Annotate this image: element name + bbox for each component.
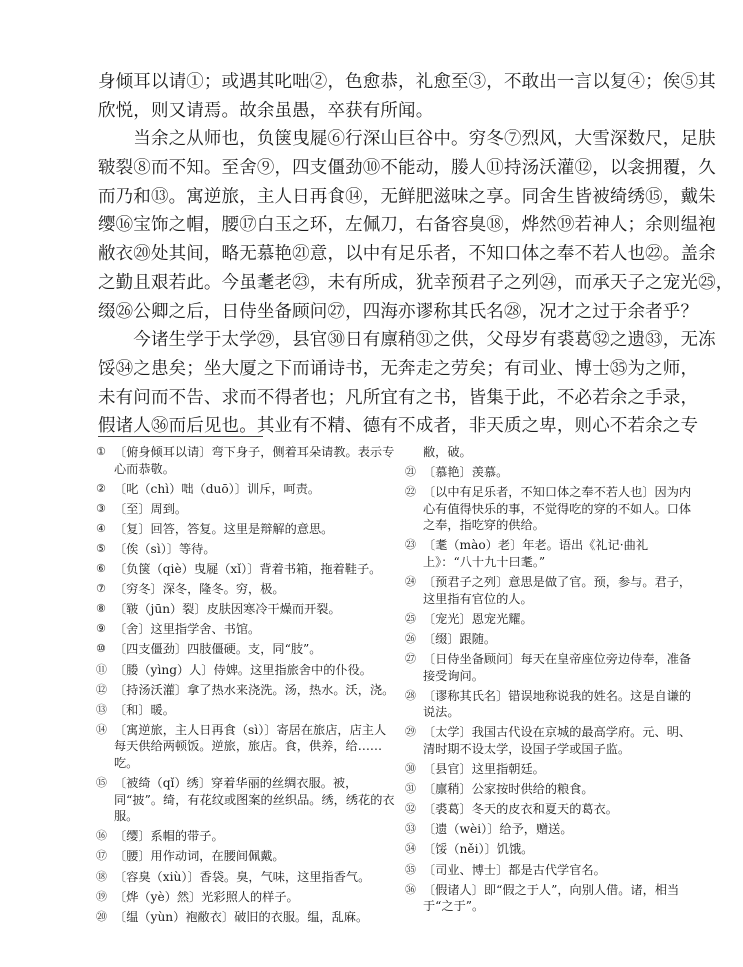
footnote-text: 〔媵（yìng）人〕侍婢。这里指旅舍中的仆役。: [114, 662, 372, 677]
footnote-item: [405, 841, 695, 858]
footnote-item: [405, 862, 695, 879]
text-line: 之勤且艰若此。今虽耄老㉓，未有所成，犹幸预君子之列㉔，而承天子之宠光㉕，: [98, 272, 734, 293]
footnote-text: 〔俟（sì）〕等待。: [114, 541, 216, 556]
footnote-item: [96, 848, 396, 865]
footnote-number: ⑬: [96, 702, 107, 716]
footnote-number: ④: [96, 521, 106, 535]
footnote-number: ⑥: [96, 562, 106, 576]
footnote-text: 〔耄（mào）老〕年老。语出《礼记·曲礼上》：“八十九十曰耄。”: [423, 538, 649, 570]
footnote-number: ㉛: [405, 782, 416, 796]
footnote-item: [405, 444, 695, 461]
footnote-number: ⑤: [96, 541, 106, 555]
footnote-item: [96, 722, 396, 772]
footnote-text: 〔谬称其氏名〕错误地称说我的姓名。这是自谦的说法。: [423, 688, 692, 720]
footnote-number: ⑳: [96, 909, 107, 923]
footnote-text: 〔负箧（qiè）曳屣（xǐ）〕背着书箱，拖着鞋子。: [114, 562, 382, 577]
footnote-item: [96, 541, 396, 558]
footnote-text: 〔日侍坐备顾问〕每天在皇帝座位旁边侍奉，准备接受询问。: [423, 652, 692, 683]
footnote-number: ⑱: [96, 869, 107, 883]
footnote-number: ⑫: [96, 682, 107, 696]
footnote-number: ㉗: [405, 652, 416, 666]
footnote-item: [96, 828, 396, 845]
footnote-text: 〔缨〕系帽的带子。: [114, 829, 224, 844]
footnote-item: [96, 909, 396, 926]
footnote-divider: [98, 436, 263, 437]
footnote-number: [405, 444, 423, 461]
footnote-text: 〔和〕暖。: [114, 702, 175, 717]
footnote-item: [96, 521, 396, 538]
footnote-item: [405, 801, 695, 818]
footnote-text: 〔叱（chì）咄（duō）〕训斥，呵责。: [114, 481, 321, 496]
footnote-text: 〔太学〕我国古代设在京城的最高学府。元、明、清时期不设太学，设国子学或国子监。: [423, 725, 692, 756]
footnote-item: [405, 651, 695, 684]
footnote-number: ⑧: [96, 602, 106, 616]
footnote-text: 〔烨（yè）然〕光彩照人的样子。: [114, 889, 299, 904]
footnote-text: 〔馁（něi）〕饥饿。: [423, 842, 534, 857]
text-line: 缨⑯宝饰之帽，腰⑰白玉之环，左佩刀，右备容臭⑱，烨然⑲若神人；余则缊袍: [98, 215, 716, 236]
footnote-number: ㉒: [405, 485, 416, 499]
footnote-text: 〔容臭（xiù）〕香袋。臭，气味，这里指香气。: [114, 869, 371, 884]
footnote-text: 〔宠光〕恩宠光耀。: [423, 611, 533, 626]
footnote-number: ③: [96, 501, 106, 515]
footnote-text: 〔四支僵劲〕四肢僵硬。支，同“肢”。: [114, 642, 322, 657]
footnote-text: 〔司业、博士〕都是古代学官名。: [423, 862, 606, 877]
footnote-item: [96, 662, 396, 679]
footnote-item: [405, 484, 695, 534]
footnote-item: [96, 641, 396, 658]
footnote-item: [405, 631, 695, 648]
footnote-item: [405, 574, 695, 607]
footnote-number: ⑰: [96, 849, 107, 863]
text-line: 欣悦，则又请焉。故余虽愚，卒获有所闻。: [98, 100, 434, 121]
footnote-item: [96, 621, 396, 638]
footnote-number: ⑯: [96, 829, 107, 843]
footnotes-right-column: [405, 444, 695, 918]
text-line: 假诸人㊱而后见也。其业有不精、德有不成者，非天质之卑，则心不若余之专: [98, 416, 699, 437]
footnote-text: 〔裘葛〕冬天的皮衣和夏天的葛衣。: [423, 802, 618, 817]
footnote-number: ⑭: [96, 722, 107, 736]
footnote-number: ㉑: [405, 465, 416, 479]
footnote-number: ⑲: [96, 889, 107, 903]
footnote-item: [405, 464, 695, 481]
main-text-body: [98, 68, 734, 441]
footnote-text: 敝，破。: [423, 445, 472, 459]
footnote-number: ㉝: [405, 822, 416, 836]
footnote-text: 〔被绮（qǐ）绣〕穿着华丽的丝绸衣服。被，同“披”。绮，有花纹或图案的丝织品。绣，绣花的衣服。: [114, 776, 395, 824]
text-line: 身倾耳以请①；或遇其叱咄②，色愈恭，礼愈至③，不敢出一言以复④；俟⑤其: [98, 72, 716, 92]
footnote-number: ⑮: [96, 776, 107, 790]
footnote-item: [96, 775, 396, 825]
footnote-item: [405, 882, 695, 915]
footnote-item: [405, 761, 695, 778]
footnote-number: ㉘: [405, 688, 416, 702]
footnote-text: 〔预君子之列〕意思是做了官。预，参与。君子，这里指有官位的人。: [423, 575, 692, 606]
footnote-number: ㊱: [405, 882, 416, 896]
text-line: 当余之从师也，负箧曳屣⑥行深山巨谷中。穷冬⑦烈风，大雪深数尺，足肤: [98, 129, 716, 150]
footnote-text: 〔以中有足乐者，不知口体之奉不若人也〕因为内心有值得快乐的事，不觉得吃的穿的不如人。口体之奉，指吃穿的供给。: [423, 485, 692, 533]
text-line: 而乃和⑬。寓逆旅，主人日再食⑭，无鲜肥滋味之享。同舍生皆被绮绣⑮，戴朱: [98, 186, 716, 207]
text-line: 皲裂⑧而不知。至舍⑨，四支僵劲⑩不能动，媵人⑪持汤沃灌⑫，以衾拥覆，久: [98, 158, 716, 179]
footnote-number: ⑨: [96, 622, 106, 636]
footnote-text: 〔复〕回答，答复。这里是辩解的意思。: [114, 521, 334, 536]
footnote-text: 〔缊（yùn）袍敝衣〕破旧的衣服。缊，乱麻。: [114, 909, 369, 924]
footnote-number: ㉖: [405, 631, 416, 645]
text-line: 今诸生学于太学㉙，县官㉚日有廪稍㉛之供，父母岁有裘葛㉜之遗㉝，无冻: [98, 330, 716, 351]
footnote-item: [405, 724, 695, 757]
footnote-text: 〔遗（wèi）〕给予，赠送。: [423, 822, 573, 837]
footnote-text: 〔俯身倾耳以请〕弯下身子，侧着耳朵请教。表示专心而恭敬。: [114, 445, 395, 476]
footnote-text: 〔假诸人〕即“假之于人”，向别人借。诸，相当于“之于”。: [423, 882, 680, 914]
footnote-item: [405, 537, 695, 570]
footnote-text: 〔皲（jūn）裂〕皮肤因寒冷干燥而开裂。: [114, 602, 341, 617]
footnote-text: 〔寓逆旅，主人日再食（sì）〕寄居在旅店，店主人每天供给两顿饭。逆旅，旅店。食，供养，给……吃。: [114, 722, 387, 770]
footnote-text: 〔廪稍〕公家按时供给的粮食。: [423, 782, 594, 797]
text-line: 缀㉖公卿之后，日侍坐备顾问㉗，四海亦谬称其氏名㉘，况才之过于余者乎？: [98, 301, 699, 322]
footnote-text: 〔缀〕跟随。: [423, 631, 497, 646]
footnote-text: 〔县官〕这里指朝廷。: [423, 762, 545, 777]
footnote-item: [96, 561, 396, 578]
footnote-number: ㉜: [405, 802, 416, 816]
footnote-number: ⑪: [96, 662, 107, 676]
footnote-text: 〔穷冬〕深冬，隆冬。穷，极。: [114, 582, 285, 597]
footnote-item: [96, 889, 396, 906]
text-line: 未有问而不告、求而不得者也；凡所宜有之书，皆集于此，不必若余之手录，: [98, 387, 699, 408]
footnote-item: [96, 869, 396, 886]
footnote-text: 〔持汤沃灌〕拿了热水来浇洗。汤，热水。沃，浇。: [114, 682, 395, 697]
footnote-number: ㉚: [405, 762, 416, 776]
footnote-number: ⑦: [96, 582, 106, 596]
footnote-number: ㉓: [405, 538, 416, 552]
footnote-number: ㉔: [405, 575, 416, 589]
footnote-item: [96, 501, 396, 518]
footnote-text: 〔腰〕用作动词，在腰间佩戴。: [114, 849, 285, 864]
footnote-number: ㉙: [405, 725, 416, 739]
footnote-number: ㉞: [405, 842, 416, 856]
footnote-item: [96, 581, 396, 598]
footnote-item: [96, 601, 396, 618]
footnote-item: [405, 688, 695, 721]
footnote-item: [405, 781, 695, 798]
footnote-item: [96, 444, 396, 477]
footnote-item: [405, 611, 695, 628]
text-line: 馁㉞之患矣；坐大厦之下而诵诗书，无奔走之劳矣；有司业、博士㉟为之师，: [98, 358, 699, 379]
footnote-number: ㉟: [405, 862, 416, 876]
text-line: 敝衣⑳处其间，略无慕艳㉑意，以中有足乐者，不知口体之奉不若人也㉒。盖余: [98, 244, 716, 265]
footnote-number: ㉕: [405, 611, 416, 625]
footnote-item: [96, 481, 396, 498]
footnote-item: [96, 702, 396, 719]
footnotes-left-column: [96, 444, 396, 929]
footnote-number: ②: [96, 481, 106, 495]
footnote-text: 〔慕艳〕羡慕。: [423, 465, 509, 480]
footnote-number: ⑩: [96, 642, 106, 656]
footnote-text: 〔舍〕这里指学舍、书馆。: [114, 622, 261, 637]
footnote-item: [405, 821, 695, 838]
footnote-item: [96, 682, 396, 699]
footnote-number: ①: [96, 445, 106, 458]
footnote-text: 〔至〕周到。: [114, 501, 188, 516]
